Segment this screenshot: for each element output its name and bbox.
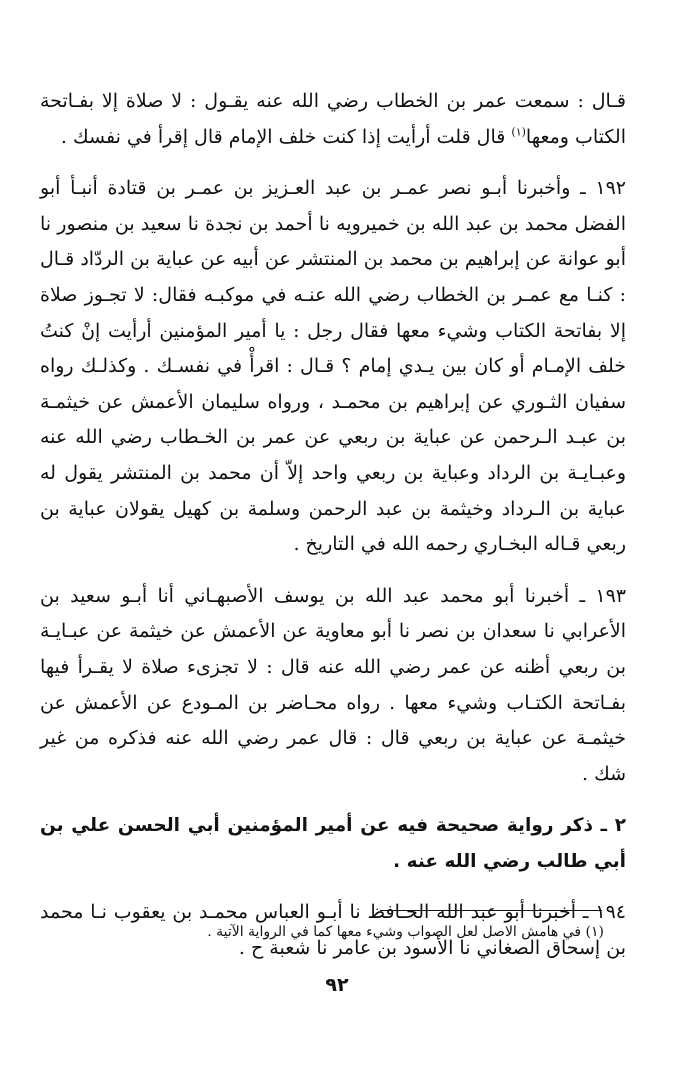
paragraph-continued — [40, 84, 626, 155]
footnote-marker: (١) — [511, 125, 526, 139]
main-text — [40, 84, 626, 983]
footnote-divider — [380, 910, 602, 911]
paragraph-text-part-1: قـال : سمعت عمر بن الخطاب رضي الله عنه يقـول : لا صلاة إلا بفـاتحة الكتاب ومعها — [40, 90, 626, 148]
paragraph-text-part-2: قال قلت أرأيت إذا كنت خلف الإمام قال إقرأ في نفسك . — [60, 125, 512, 148]
paragraph-192: ١٩٢ ـ وأخبرنا أبـو نصر عمـر بن عبد العـزيز بن عمـر بن قتادة أنبـأ أبو الفضل محمد بن عبد الله بن خميرويه نا أحمد بن نجدة نا سعيد بن منصور نا أبو عوانة عن إبراهيم بن محمد بن المنتشر عن أبيه عن عباية بن الردّاد قـال : كنـا مع عمـر بن الخطاب رضي الله عنـه في موكبـه فقال: لا تجـوز صلاة إلا بفاتحة الكتاب وشيء معها فقال رجل : يا أمير المؤمنين أرأيت إنْ كنتُ خلف الإمـام أو كان بين يـدي إمام ؟ قـال : اقرأْ في نفسـك . وكذلـك رواه سفيان الثـوري عن إبراهيم بن محمـد ، ورواه سليمان الأعمش عن خيثمـة بن عبـد الـرحمن عن عباية بن ربعي عن عمر بن الخـطاب رضي الله عنه وعبـايـة بن الرداد وعباية بن ربعي واحد إلاّ أن محمد بن المنتشر يقول له عباية بن الـرداد وخيثمة بن عبد الرحمن وسلمة بن كهيل يقولان عباية بن ربعي قـاله البخـاري رحمه الله في التاريخ . — [40, 177, 626, 556]
paragraph-194: ١٩٤ ـ أخبرنا أبو عبد الله الحـافظ نا أبـو العباس محمـد بن يعقوب نـا محمد بن إسحاق الصغاني نا الأسود بن عامر نا شعبة ح . — [40, 901, 626, 960]
paragraph-193: ١٩٣ ـ أخبرنا أبو محمد عبد الله بن يوسف الأصبهـاني أنا أبـو سعيد بن الأعرابي نا سعدان بن نصر نا أبو معاوية عن الأعمش عن خيثمة عن عبـايـة بن ربعي أظنه عن عمر رضي الله عنه قال : لا تجزىء صلاة لا يقـرأ فيها بفـاتحة الكتـاب وشيء معها . رواه محـاضر بن المـودع عن الأعمش عن خيثمـة عن عباية بن ربعي قال : قال عمر رضي الله عنه فذكره من غير شك . — [40, 584, 626, 785]
page-number: ٩٢ — [325, 974, 349, 996]
footnote: (١) في هامش الاصل لعل الصواب وشيء معها كما في الرواية الآتية . — [207, 924, 604, 940]
section-heading: ٢ ـ ذكر رواية صحيحة فيه عن أمير المؤمنين أبي الحسن علي بن أبي طالب رضي الله عنه . — [40, 815, 626, 872]
